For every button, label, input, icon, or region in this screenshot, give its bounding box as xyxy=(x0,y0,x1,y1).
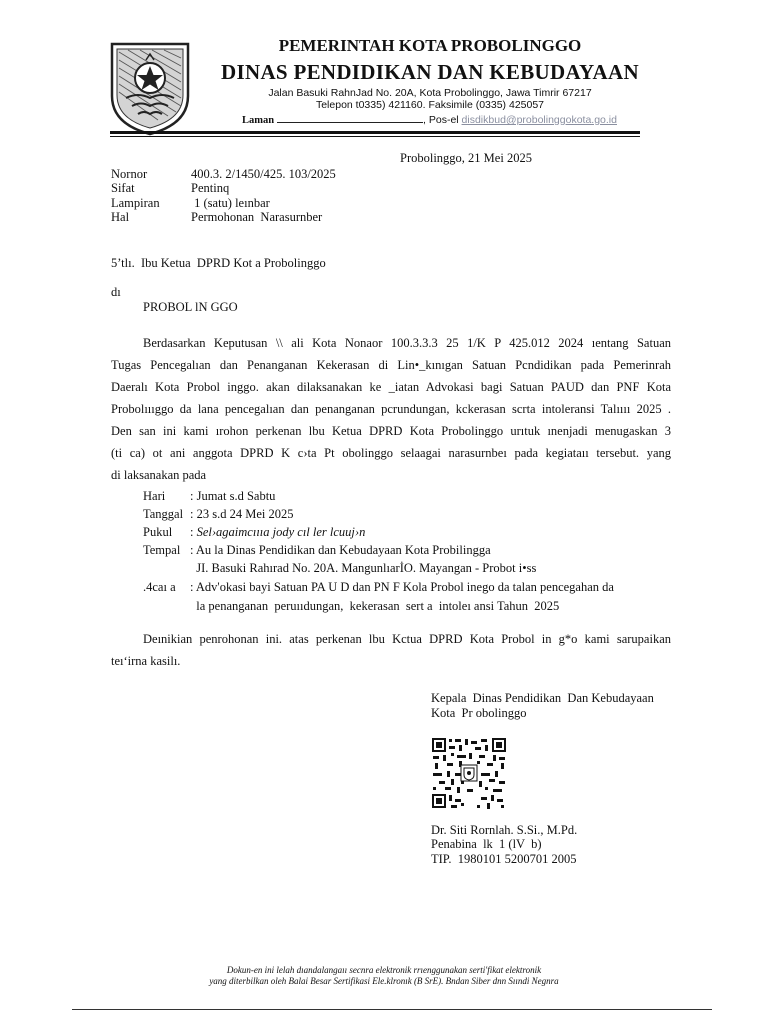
detail-time-text: Sel›agaimcıııa jody cıl ler lcuuj›n xyxy=(196,525,366,539)
meta-value-number: 400.3. 2/1450/425. 103/2025 xyxy=(191,167,336,181)
letterhead-rule xyxy=(110,131,640,134)
contact-line xyxy=(242,113,617,126)
closing-line: Deınikian penrohonan ini. atas perkenan lbu Kctua DPRD Kota Probol in g*o kami sarupaikan xyxy=(143,632,671,646)
bottom-rule xyxy=(72,1009,712,1010)
detail-label-date: Tanggal xyxy=(143,507,184,521)
detail-value-place-address: JI. Basuki Rahırad No. 20A. MangunlıarİO. Mayangan - Probot i•ss xyxy=(190,561,537,575)
detail-value-place: : Au la Dinas Pendidikan dan Kebudayaan Kota Probilingga xyxy=(190,543,491,557)
qr-code xyxy=(431,737,507,809)
paragraph-line: Den san ini kami ırohon perkenan lbu Ketua DPRD Kota Probolinggo urıtuk ınenjadi menugaskan 3 xyxy=(111,424,671,438)
detail-value-date: : 23 s.d 24 Mei 2025 xyxy=(190,507,294,521)
website-blank xyxy=(277,113,423,123)
phone-fax-line: Telepon t0335) 421160. Faksimile (0335) 425057 xyxy=(315,99,545,111)
detail-value-time xyxy=(190,525,365,540)
closing-line: teı‘irna kasilı. xyxy=(111,654,181,668)
date-line: Probolinggo, 21 Mei 2025 xyxy=(400,151,532,165)
paragraph-line: Probolıııggo da lana pencegalıan dan penanganan pcrundungan, kckerasan scrta intoleransi Talıııı 2025 . xyxy=(111,402,671,416)
email-link[interactable]: disdikbud@probolinggokota.go.id xyxy=(461,114,617,126)
paragraph-line: Daeralı Kota Probol inggo. akan dilaksanakan ke _iatan Advokasi bagi Satuan PAUD dan PNF Kota xyxy=(111,380,671,394)
department-title: DINAS PENDIDIKAN DAN KEBUDAYAAN xyxy=(221,60,639,84)
city-emblem-logo xyxy=(110,40,190,136)
detail-label-place: Tempal xyxy=(143,543,181,557)
meta-label-subject: Hal xyxy=(111,210,130,224)
qr-code-icon xyxy=(431,737,507,809)
email-label: , Pos-el xyxy=(423,114,459,126)
recipient-city: PROBOL lN GGO xyxy=(143,300,238,314)
detail-label-day: Hari xyxy=(143,489,166,503)
detail-label-event: .4caı a xyxy=(143,580,176,594)
detail-value-event-cont: la penanganan peruııdungan, kekerasan sert a intoleı ansi Tahun 2025 xyxy=(190,599,560,613)
meta-label-number: Nornor xyxy=(111,167,148,181)
detail-label-time: Pukul xyxy=(143,525,173,539)
meta-value-subject: Permohonan Narasurnber xyxy=(191,210,323,224)
website-label: Laman xyxy=(242,115,275,126)
paragraph-line: di laksanakan pada xyxy=(111,468,207,482)
detail-value-day: : Jumat s.d Sabtu xyxy=(190,489,276,503)
signatory-rank: Penabina lk 1 (lV b) xyxy=(431,837,542,851)
recipient-preposition: dı xyxy=(111,285,121,299)
address-line: Jalan Basuki RahnJad No. 20A, Kota Probolinggo, Jawa Timrir 67217 xyxy=(268,87,592,99)
footer-note-cont: yang diterbilkan oleh Balai Besar Sertifikasi Ele.klronık (B SrE). Bndan Siber dnn Sıındi Negnra xyxy=(209,976,559,986)
signature-title: Kepala Dinas Pendidikan Dan Kebudayaan xyxy=(431,691,654,705)
letterhead-rule-thin xyxy=(110,136,640,137)
footer-note: Dokun-en ini lelah dıandalangaıı secnra elektronik rrıenggunakan serti'fikat elektronik xyxy=(226,965,542,975)
signature-title-city: Kota Pr obolinggo xyxy=(431,706,527,720)
recipient-line: 5’tlı. Ibu Ketua DPRD Kot a Probolinggo xyxy=(111,256,326,270)
paragraph-line: (ti ca) ot ani anggota DPRD K c›ta Pt obolinggo selaagai narasurnbeı pada kegiataıı tersebut. yang xyxy=(111,446,671,460)
government-title: PEMERINTAH KOTA PROBOLINGGO xyxy=(278,36,582,55)
meta-value-attachment: 1 (satu) leınbar xyxy=(191,196,270,210)
detail-colon: : xyxy=(190,525,197,539)
paragraph-line: Tugas Pencegalıan dan Penanganan Kekerasan di Lin•_kınıgan Satuan Pcndidikan pada Pemerinrah xyxy=(111,358,671,372)
emblem-icon xyxy=(110,40,190,136)
paragraph-line: Berdasarkan Keputusan \\ ali Kota Nonaor 100.3.3.3 25 1/K P 425.012 2024 ıentang Satuan xyxy=(143,336,671,350)
meta-label-attachment: Lampiran xyxy=(111,196,160,210)
detail-value-event: : Adv'okasi bayi Satuan PA U D dan PN F Kola Probol inego da talan pencegahan da xyxy=(190,580,614,594)
signatory-id: TIP. 1980101 5200701 2005 xyxy=(431,852,577,866)
meta-label-nature: Sifat xyxy=(111,181,135,195)
meta-value-nature: Pentinq xyxy=(191,181,230,195)
signatory-name: Dr. Siti Rornlah. S.Si., M.Pd. xyxy=(431,823,578,837)
